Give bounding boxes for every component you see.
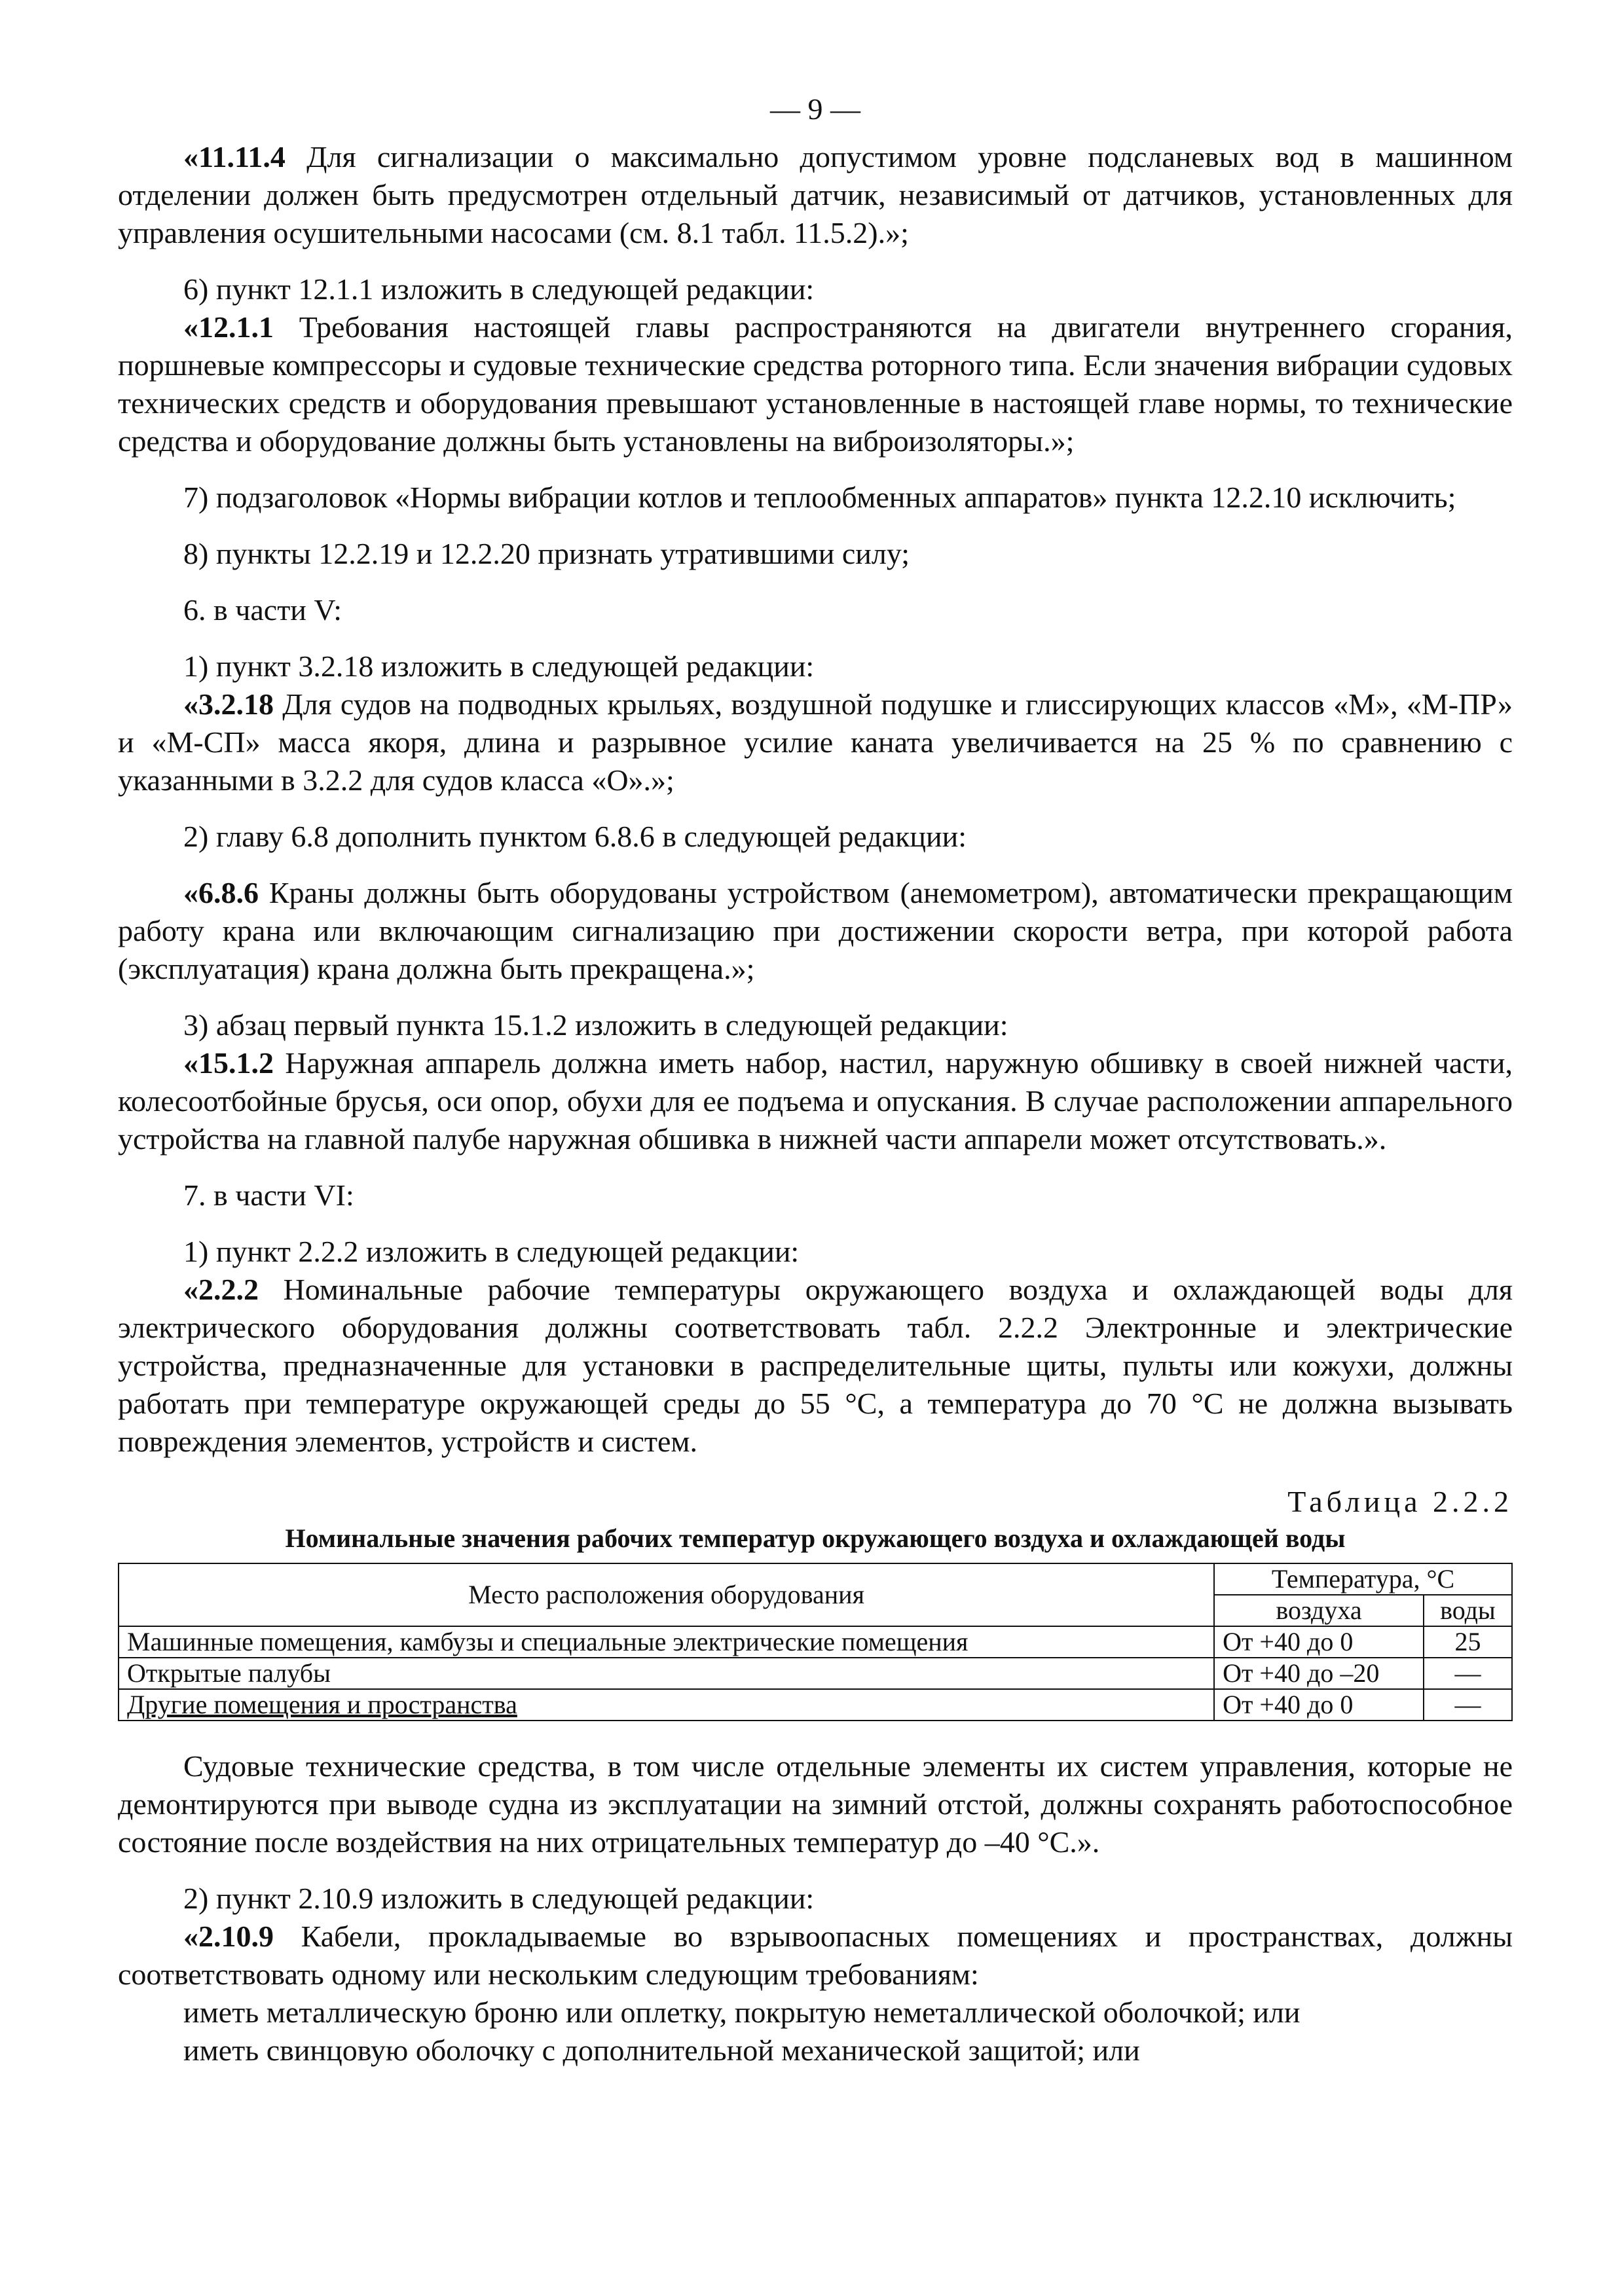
clause-number: «11.11.4 [183,140,286,173]
header-air: воздуха [1214,1595,1424,1626]
instruction-3-2-18: 1) пункт 3.2.18 изложить в следующей редакции: [183,649,815,683]
clause-number: «3.2.18 [183,687,274,721]
cell-air: От +40 до 0 [1214,1626,1424,1658]
cell-air: От +40 до –20 [1214,1658,1424,1689]
cell-place: Машинные помещения, камбузы и специальные электрические помещения [119,1626,1214,1658]
table-row [119,1658,1512,1689]
cell-water: 25 [1424,1626,1512,1658]
paragraph-6-8-6 [118,874,1513,988]
cell-air: От +40 до 0 [1214,1689,1424,1721]
instruction-12-2-19: 8) пункты 12.2.19 и 12.2.20 признать утратившими силу; [183,537,910,570]
table-row [119,1626,1512,1658]
instruction-12-2-10: 7) подзаголовок «Нормы вибрации котлов и теплообменных аппаратов» пункта 12.2.10 исключить; [183,481,1456,514]
list-item: иметь свинцовую оболочку с дополнительной механической защитой; или [183,2033,1140,2067]
header-temperature: Температура, °С [1214,1563,1512,1595]
clause-number: «2.2.2 [183,1273,259,1306]
clause-number: «12.1.1 [183,310,274,344]
instruction-12-1-1: 6) пункт 12.1.1 изложить в следующей редакции: [183,272,815,306]
clause-number: «6.8.6 [183,876,259,909]
section-part-vi: 7. в части VI: [183,1178,354,1212]
paragraph-12-1-1 [118,308,1513,460]
header-water: воды [1424,1595,1512,1626]
clause-text: Для судов на подводных крыльях, воздушной подушке и глиссирующих классов «М», «М-ПР» и «М-СП» масса якоря, длина и разрывное усилие каната увеличивается на 25 % по сравнению с указанными в 3.2.2 для судов класса «О».»; [118,687,1513,797]
clause-number: «2.10.9 [183,1920,274,1953]
paragraph-3-2-18 [118,685,1513,799]
page-number: — 9 — [770,92,860,126]
clause-text: Наружная аппарель должна иметь набор, настил, наружную обшивку в своей нижней части, колесоотбойные брусья, оси опор, обухи для ее подъема и опускания. В случае расположении аппарельного устройства на главной палубе наружная обшивка в нижней части аппарели может отсутствовать.». [118,1046,1513,1156]
clause-text: Номинальные рабочие температуры окружающего воздуха и охлаждающей воды для электрического оборудования должны соответствовать табл. 2.2.2 Электронные и электрические устройства, предназначенные для установки в распределительные щиты, пульты или кожухи, должны работать при температуре окружающей среды до 55 °С, а температура до 70 °С не должна вызывать повреждения элементов, устройств и систем. [118,1273,1513,1458]
paragraph-ship-equipment: Судовые технические средства, в том числе отдельные элементы их систем управления, которые не демонтируются при выводе судна из эксплуатации на зимний отстой, должны сохранять работоспособное состояние после воздействия на них отрицательных температур до –40 °С.». [118,1749,1513,1859]
paragraph-2-2-2 [118,1271,1513,1461]
table-title: Номинальные значения рабочих температур окружающего воздуха и охлаждающей воды [285,1523,1346,1553]
clause-text: Требования настоящей главы распространяются на двигатели внутреннего сгорания, поршневые компрессоры и судовые технические средства роторного типа. Если значения вибрации судовых технических средств и оборудования превышают установленные в настоящей главе нормы, то технические средства и оборудование должны быть установлены на виброизоляторы.»; [118,310,1513,458]
clause-text: Кабели, прокладываемые во взрывоопасных помещениях и пространствах, должны соответствовать одному или нескольким следующим требованиям: [118,1920,1513,1991]
cell-water: — [1424,1658,1512,1689]
instruction-2-10-9: 2) пункт 2.10.9 изложить в следующей редакции: [183,1882,815,1915]
paragraph-15-1-2 [118,1044,1513,1158]
section-part-v: 6. в части V: [183,593,342,627]
temperature-table [118,1563,1513,1721]
cell-water: — [1424,1689,1512,1721]
instruction-15-1-2: 3) абзац первый пункта 15.1.2 изложить в следующей редакции: [183,1008,1008,1042]
header-place: Место расположения оборудования [119,1563,1214,1626]
instruction-2-2-2: 1) пункт 2.2.2 изложить в следующей редакции: [183,1235,800,1268]
paragraph-2-10-9 [118,1918,1513,1994]
cell-place: Открытые палубы [119,1658,1214,1689]
clause-text: Краны должны быть оборудованы устройством (анемометром), автоматически прекращающим работу крана или включающим сигнализацию при достижении скорости ветра, при которой работа (эксплуатация) крана должна быть прекращена.»; [118,876,1513,985]
document-page [118,92,1513,2069]
instruction-6-8-6: 2) главу 6.8 дополнить пунктом 6.8.6 в следующей редакции: [183,820,967,853]
list-item: иметь металлическую броню или оплетку, покрытую неметаллической оболочкой; или [183,1995,1301,2029]
clause-text: Для сигнализации о максимально допустимом уровне подсланевых вод в машинном отделении должен быть предусмотрен отдельный датчик, независимый от датчиков, установленных для управления осушительными насосами (см. 8.1 табл. 11.5.2).»; [118,140,1513,249]
table-caption: Таблица 2.2.2 [1287,1485,1513,1518]
clause-number: «15.1.2 [183,1046,274,1080]
cell-place: Другие помещения и пространства [119,1689,1214,1721]
paragraph-11-11-4 [118,138,1513,252]
table-row [119,1689,1512,1721]
